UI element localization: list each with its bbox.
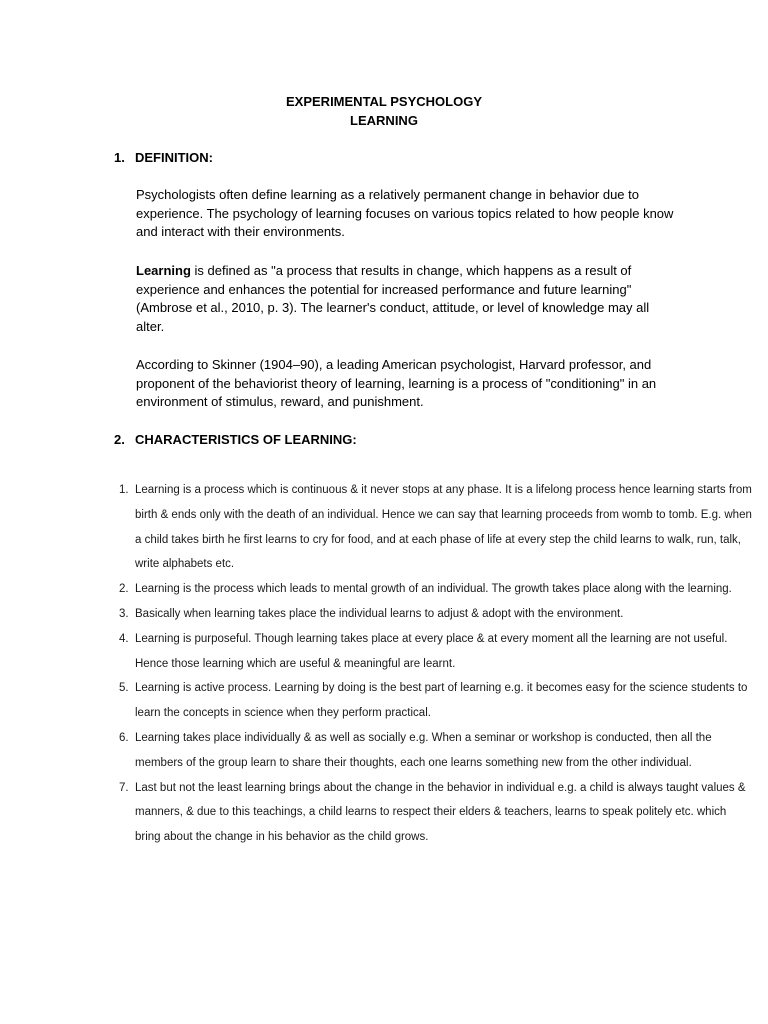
list-item xyxy=(114,577,754,602)
list-text: Learning is active process. Learning by doing is the best part of learning e.g. it becomes easy for the science students to learn the concepts in science when they perform practical. xyxy=(135,682,748,720)
list-number: 3. xyxy=(119,607,129,620)
list-item xyxy=(114,726,754,776)
section-heading-definition xyxy=(114,149,213,167)
list-item xyxy=(114,602,754,627)
list-text: Learning is a process which is continuous & it never stops at any phase. It is a lifelong process hence learning starts from birth & ends only with the death of an individual. Hence we can say that learning proceeds from womb to tomb. E.g. when a child takes birth he first learns to cry for food, and at each phase of life at every step the child learns to walk, run, talk, write alphabets etc. xyxy=(135,484,752,571)
definition-paragraph-3: According to Skinner (1904–90), a leading American psychologist, Harvard professor, and proponent of the behaviorist theory of learning, learning is a process of "conditioning" in an environment of stimulus, reward, and punishment. xyxy=(136,357,657,410)
bold-term: Learning xyxy=(136,263,191,278)
title-line-1: EXPERIMENTAL PSYCHOLOGY xyxy=(286,94,482,109)
list-text: Basically when learning takes place the individual learns to adjust & adopt with the environment. xyxy=(135,607,624,620)
list-text: Last but not the least learning brings about the change in the behavior in individual e.g. a child is always taught values & manners, & due to this teachings, a child learns to respect their elders & teachers, learns to speak politely etc. which bring about the change in his behavior as the child grows. xyxy=(135,781,746,844)
section-number: 2. xyxy=(114,432,125,447)
list-item xyxy=(114,478,754,577)
section-title: DEFINITION: xyxy=(135,150,213,165)
list-number: 4. xyxy=(119,632,129,645)
definition-paragraph-1: Psychologists often define learning as a relatively permanent change in behavior due to experience. The psychology of learning focuses on various topics related to how people know and interact with their environments. xyxy=(136,187,674,240)
list-number: 6. xyxy=(119,731,129,744)
paragraph-text: is defined as "a process that results in change, which happens as a result of experience and enhances the potential for increased performance and future learning" (Ambrose et al., 2010, p. 3). The learner's conduct, attitude, or level of knowledge may all alter. xyxy=(136,263,650,335)
list-number: 7. xyxy=(119,781,129,794)
title-line-2: LEARNING xyxy=(350,113,418,128)
list-item xyxy=(114,676,754,726)
characteristics-list xyxy=(114,478,754,850)
document-title xyxy=(0,92,768,130)
list-text: Learning is purposeful. Though learning takes place at every place & at every moment all the learning are not useful. Hence those learning which are useful & meaningful are learnt. xyxy=(135,632,728,670)
list-item xyxy=(114,776,754,850)
section-title: CHARACTERISTICS OF LEARNING: xyxy=(135,432,357,447)
list-number: 5. xyxy=(119,682,129,695)
list-number: 1. xyxy=(119,484,129,496)
definition-paragraph-2 xyxy=(136,262,676,337)
list-text: Learning takes place individually & as well as socially e.g. When a seminar or workshop is conducted, then all the members of the group learn to share their thoughts, each one learns something new from the other individual. xyxy=(135,731,712,769)
list-text: Learning is the process which leads to mental growth of an individual. The growth takes place along with the learning. xyxy=(135,583,732,596)
list-item xyxy=(114,627,754,677)
list-number: 2. xyxy=(119,583,129,596)
section-number: 1. xyxy=(114,150,125,165)
section-heading-characteristics xyxy=(114,431,357,449)
